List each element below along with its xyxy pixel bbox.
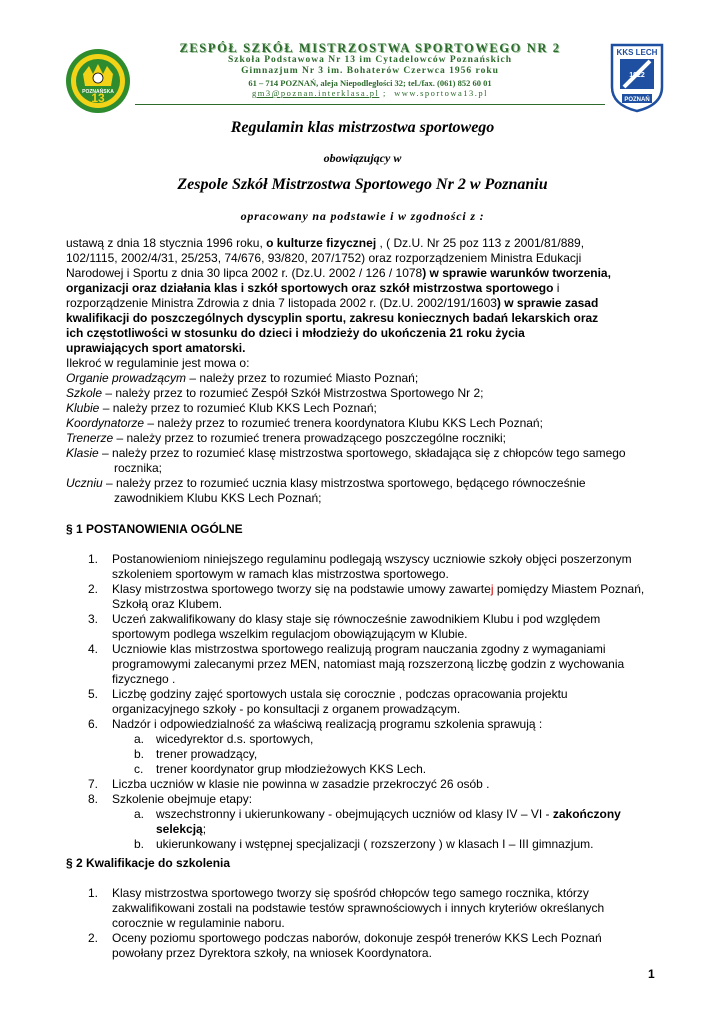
school-logo-icon xyxy=(65,48,131,114)
school-name: ZESPÓŁ SZKÓŁ MISTRZOSTWA SPORTOWEGO NR 2 xyxy=(179,41,561,55)
list-item: 1. Klasy mistrzostwa sportowego tworzy się spośród chłopców tego samego rocznika, którzy zakwalifikowani zostali na podstawie testów sprawnościowych i innych kryteriów określanych corocznie w regulaminie naboru. xyxy=(88,886,605,930)
school-subtitle-gimnazjum: Gimnazjum Nr 3 im. Bohaterów Czerwca 1956 roku xyxy=(241,66,499,76)
intro-line-4: organizacji oraz działania klas i szkół sportowych oraz szkół mistrzostwa sportowego i xyxy=(66,281,560,295)
definition-item-continued: zawodnikiem Klubu KKS Lech Poznań; xyxy=(114,491,322,505)
section-1-heading: § 1 POSTANOWIENIA OGÓLNE xyxy=(66,522,243,536)
document-title: Regulamin klas mistrzostwa sportowego xyxy=(230,119,495,136)
definition-item: Organie prowadzącym – należy przez to rozumieć Miasto Poznań; xyxy=(66,371,419,385)
list-item: 7. Liczba uczniów w klasie nie powinna w zasadzie przekroczyć 26 osób . xyxy=(88,777,490,791)
legal-basis-heading: opracowany na podstawie i w zgodności z : xyxy=(240,209,485,223)
logo-label: POZNAŃSKA xyxy=(82,89,114,95)
list-item: 3. Uczeń zakwalifikowany do klasy staje się równocześnie zawodnikiem Klubu i pod względem sportowym podlega wszelkim regulacjom obowiązującym w Klubie. xyxy=(88,612,601,641)
list-item: 2. Klasy mistrzostwa sportowego tworzy się na podstawie umowy zawartej pomiędzy Miastem Poznań, Szkołą oraz Klubem. xyxy=(88,582,645,611)
crest-label: KKS LECH xyxy=(616,48,658,57)
definition-item: Klasie – należy przez to rozumieć klasę mistrzostwa sportowego, składająca się z chłopców tego samego xyxy=(66,446,626,460)
school-subtitle-primary: Szkoła Podstawowa Nr 13 im Cytadelowców Poznańskich xyxy=(227,55,513,65)
separator: ; xyxy=(383,88,387,98)
kks-lech-crest-icon xyxy=(610,43,664,113)
definition-item: Koordynatorze – należy przez to rozumieć trenera koordynatora Klubu KKS Lech Poznań; xyxy=(66,416,543,430)
list-item: 1. Postanowieniom niniejszego regulaminu podlegają wszyscy uczniowie szkoły objęci poszerzonym szkoleniem sportowym w ramach klas mistrzostwa sportowego. xyxy=(88,552,632,581)
letterhead-text xyxy=(135,42,605,99)
sub-item: b. trener prowadzący, xyxy=(134,747,258,761)
document-validity: obowiązujący w xyxy=(323,151,402,165)
crest-city: POZNAŃ xyxy=(624,97,650,103)
definition-item-continued: rocznika; xyxy=(114,461,163,475)
logo-number: 13 xyxy=(91,91,105,105)
definition-item: Klubie – należy przez to rozumieć Klub KKS Lech Poznań; xyxy=(66,401,377,415)
intro-line-5: rozporządzenie Ministra Zdrowia z dnia 7 listopada 2002 r. (Dz.U. 2002/191/1603) w sprawie zasad xyxy=(66,296,599,310)
contact-line xyxy=(135,88,605,99)
list-item: 6. Nadzór i odpowiedzialność za właściwą realizacją programu szkolenia sprawują : a. wicedyrektor d.s. sportowych, b. trener prowadzący, c. trener koordynator grup młodzieżowych KKS Lech. xyxy=(88,717,668,777)
sub-item: b. ukierunkowany i wstępnej specjalizacji ( rozszerzony ) w klasach I – III gimnazjum. xyxy=(134,837,594,851)
website-link[interactable]: www.sportowa13.pl xyxy=(394,88,489,98)
list-item: 4. Uczniowie klas mistrzostwa sportowego realizują program nauczania zgodny z wymaganiami programowymi zalecanymi przez MEN, natomiast mają rozszerzoną liczbę godzin z wychowania fizycznego . xyxy=(88,642,625,686)
sub-item: a. wicedyrektor d.s. sportowych, xyxy=(134,732,314,746)
intro-line-3: Narodowej i Sportu z dnia 30 lipca 2002 r. (Dz.U. 2002 / 126 / 1078) w sprawie warunków tworzenia, xyxy=(66,266,611,280)
definition-item: Trenerze – należy przez to rozumieć trenera prowadzącego poszczególne roczniki; xyxy=(66,431,507,445)
intro-line-2: 102/1115, 2002/4/31, 25/253, 74/676, 93/820, 207/1752) oraz rozporządzeniem Ministra Edukacji xyxy=(66,251,582,265)
definition-item: Szkole – należy przez to rozumieć Zespół Szkół Mistrzostwa Sportowego Nr 2; xyxy=(66,386,484,400)
list-item: 5. Liczbę godziny zajęć sportowych ustala się corocznie , podczas opracowania projektu organizacyjnego szkoły - po konsultacji z organem prowadzącym. xyxy=(88,687,568,716)
email-link[interactable]: gm3@poznan.interklasa.pl xyxy=(251,88,380,98)
intro-line-7: ich częstotliwości w stosunku do dzieci i młodzieży do ukończenia 21 roku życia xyxy=(66,326,525,340)
intro-line-1: ustawą z dnia 18 stycznia 1996 roku, o kulturze fizycznej , ( Dz.U. Nr 25 poz 113 z 2001/81/889, xyxy=(66,236,585,250)
section-2-heading: § 2 Kwalifikacje do szkolenia xyxy=(66,856,231,870)
section-1-list xyxy=(88,552,668,852)
school-address: 61 – 714 POZNAŃ, aleja Niepodległości 32; tel./fax. (061) 852 60 01 xyxy=(248,78,492,88)
crest-year: 1922 xyxy=(629,72,645,79)
list-item: 8. Szkolenie obejmuje etapy: a. wszechstronny i ukierunkowany - obejmujących uczniów od klasy IV – VI - zakończony selekcją; b. ukierunkowany i wstępnej specjalizacji ( rozszerzony ) w klasach I – III gimnazjum. xyxy=(88,792,668,852)
section-2-list xyxy=(88,886,668,961)
list-item: 2. Oceny poziomu sportowego podczas naborów, dokonuje zespół trenerów KKS Lech Poznań powołany przez Dyrektora szkoły, na wniosek Koordynatora. xyxy=(88,931,602,960)
page-number: 1 xyxy=(648,967,655,981)
definition-item: Uczniu – należy przez to rozumieć ucznia klasy mistrzostwa sportowego, będącego równocześnie xyxy=(66,476,586,490)
school-title: Zespole Szkół Mistrzostwa Sportowego Nr 2 w Poznaniu xyxy=(177,176,548,193)
sub-item: a. wszechstronny i ukierunkowany - obejmujących uczniów od klasy IV – VI - zakończony xyxy=(134,807,621,821)
header-divider xyxy=(135,104,605,105)
intro-line-8: uprawiających sport amatorski. xyxy=(66,341,246,355)
intro-line-6: kwalifikacji do poszczególnych dyscyplin sportu, zakresu koniecznych badań lekarskich oraz xyxy=(66,311,599,325)
sub-item-continued: selekcją; xyxy=(156,822,207,836)
sub-item: c. trener koordynator grup młodzieżowych KKS Lech. xyxy=(134,762,427,776)
definitions-intro: Ilekroć w regulaminie jest mowa o: xyxy=(66,356,250,370)
